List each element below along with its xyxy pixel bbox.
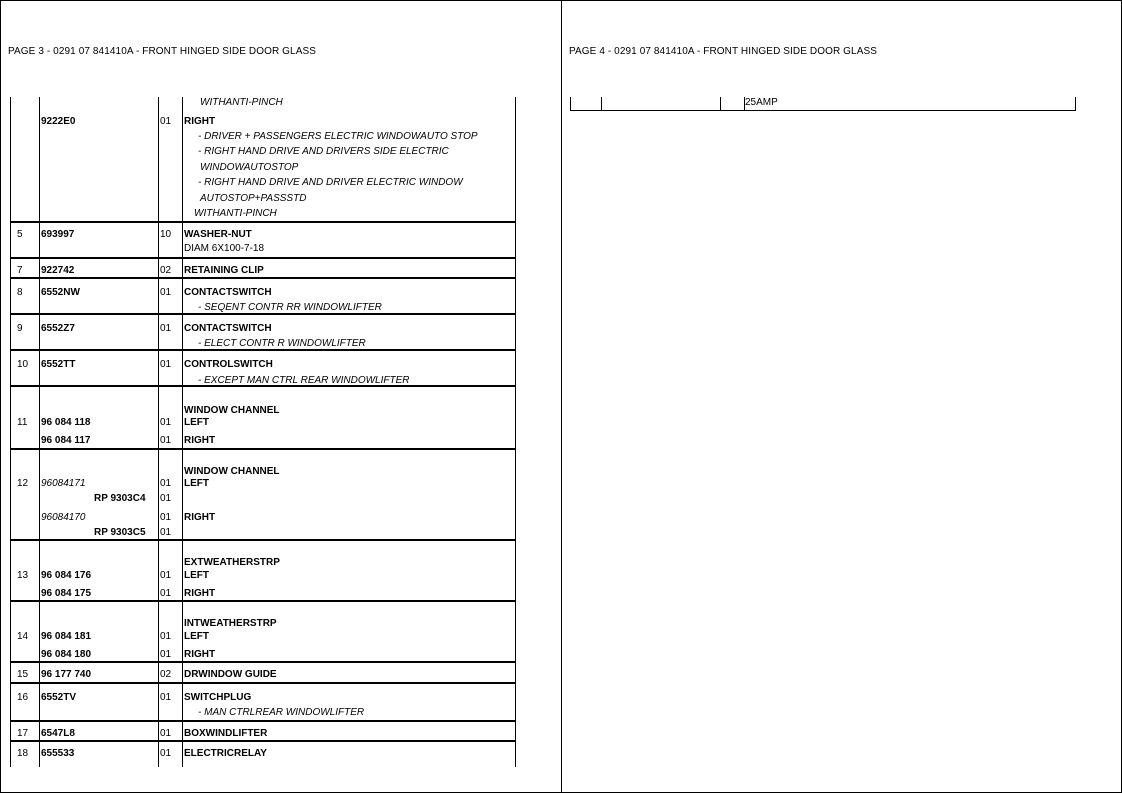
description: CONTROLSWITCH [184, 359, 273, 370]
part-number: 96 084 181 [41, 631, 92, 642]
table-row: WITHANTI-PINCH 9222E0 01 RIGHT - DRIVER + PASSENGERS ELECTRIC WINDOWAUTO STOP - RIGHT HAND DRIVE AND DRIVERS SIDE ELECTRIC WINDOWAUTOSTOP - RIGHT HAND DRIVE AND DRIVER ELECTRIC WINDOW AUTOSTOP+PASSSTD WITHANTI-PINCH [10, 97, 516, 223]
table-row: 8 6552NW 01 CONTACTSWITCH - SEQENT CONTR RR WINDOWLIFTER [10, 277, 516, 315]
part-number: 6552NW [41, 287, 80, 298]
description: RIGHT [184, 116, 216, 127]
parts-table-continued [570, 97, 1076, 111]
part-number: 96 084 118 [41, 417, 91, 428]
description: DRWINDOW GUIDE [184, 669, 277, 680]
table-row [10, 387, 516, 450]
description: LEFT [184, 417, 209, 428]
description: LEFT [184, 478, 209, 489]
part-number: 922742 [41, 265, 75, 276]
description: 25AMP [745, 97, 778, 108]
quantity: 01 [160, 631, 172, 642]
description: RIGHT [184, 512, 216, 523]
part-number: 96 084 176 [41, 570, 92, 581]
quantity: 02 [160, 265, 172, 276]
description: RETAINING CLIP [184, 265, 264, 276]
part-number: 655533 [41, 748, 75, 759]
quantity: 02 [160, 669, 172, 680]
part-number: 96 084 180 [41, 649, 92, 660]
table-row: 5 693997 10 WASHER-NUT DIAM 6X100-7-18 [10, 221, 516, 259]
quantity: 01 [160, 512, 172, 523]
description: SWITCHPLUG [184, 692, 252, 703]
part-number: 96 177 740 [41, 669, 92, 680]
table-row [10, 448, 516, 541]
description: CONTACTSWITCH [184, 323, 272, 334]
replacement-part: RP 9303C5 [94, 527, 146, 538]
quantity: 01 [160, 417, 172, 428]
quantity: 01 [160, 570, 172, 581]
item-number: 9 [17, 323, 23, 334]
description: WINDOW CHANNEL [184, 466, 280, 477]
page-4-header: PAGE 4 - 0291 07 841410A - FRONT HINGED SIDE DOOR GLASS [569, 46, 878, 57]
item-number: 12 [17, 478, 29, 489]
item-number: 5 [17, 229, 23, 240]
quantity: 01 [160, 116, 172, 127]
description: EXTWEATHERSTRP [184, 557, 280, 568]
quantity: 01 [160, 493, 172, 504]
item-number: 7 [17, 265, 23, 276]
table-row [10, 661, 516, 684]
description: BOXWINDLIFTER [184, 728, 268, 739]
table-row [10, 742, 516, 767]
description: RIGHT [184, 435, 216, 446]
part-number: 96 084 175 [41, 588, 92, 599]
quantity: 01 [160, 323, 172, 334]
item-number: 17 [17, 728, 29, 739]
item-number: 14 [17, 631, 29, 642]
item-number: 16 [17, 692, 29, 703]
description: CONTACTSWITCH [184, 287, 272, 298]
quantity: 01 [160, 649, 172, 660]
quantity: 01 [160, 287, 172, 298]
description: ELECTRICRELAY [184, 748, 267, 759]
description: RIGHT [184, 588, 216, 599]
table-row [10, 600, 516, 663]
quantity: 10 [160, 229, 172, 240]
part-number: 9222E0 [41, 116, 76, 127]
table-row: 9 6552Z7 01 CONTACTSWITCH - ELECT CONTR R WINDOWLIFTER [10, 313, 516, 351]
description: LEFT [184, 570, 209, 581]
quantity: 01 [160, 728, 172, 739]
quantity: 01 [160, 527, 172, 538]
page-4 [561, 0, 1122, 793]
part-number: 96084170 [41, 512, 86, 523]
table-row: 16 6552TV 01 SWITCHPLUG - MAN CTRLREAR WINDOWLIFTER [10, 682, 516, 722]
quantity: 01 [160, 588, 172, 599]
table-row [10, 720, 516, 742]
part-number: 6552TV [41, 692, 77, 703]
part-number: 6552TT [41, 359, 76, 370]
item-number: 18 [17, 748, 29, 759]
part-number: 6552Z7 [41, 323, 75, 334]
description: RIGHT [184, 649, 216, 660]
item-number: 11 [17, 417, 28, 428]
item-number: 8 [17, 287, 23, 298]
description: WASHER-NUT [184, 229, 252, 240]
quantity: 01 [160, 359, 172, 370]
page-3-header: PAGE 3 - 0291 07 841410A - FRONT HINGED SIDE DOOR GLASS [8, 46, 317, 57]
quantity: 01 [160, 478, 172, 489]
replacement-part: RP 9303C4 [94, 493, 146, 504]
part-number: 96084171 [41, 478, 86, 489]
description: WINDOW CHANNEL [184, 405, 280, 416]
part-number: 96 084 117 [41, 435, 91, 446]
parts-table [10, 97, 516, 767]
item-number: 10 [17, 359, 29, 370]
item-number: 13 [17, 570, 29, 581]
table-row [10, 539, 516, 602]
description: LEFT [184, 631, 209, 642]
table-row: 10 6552TT 01 CONTROLSWITCH - EXCEPT MAN CTRL REAR WINDOWLIFTER [10, 349, 516, 387]
quantity: 01 [160, 692, 172, 703]
description: INTWEATHERSTRP [184, 618, 277, 629]
part-number: 6547L8 [41, 728, 75, 739]
part-number: 693997 [41, 229, 75, 240]
quantity: 01 [160, 435, 172, 446]
quantity: 01 [160, 748, 172, 759]
table-row [10, 257, 516, 279]
item-number: 15 [17, 669, 29, 680]
